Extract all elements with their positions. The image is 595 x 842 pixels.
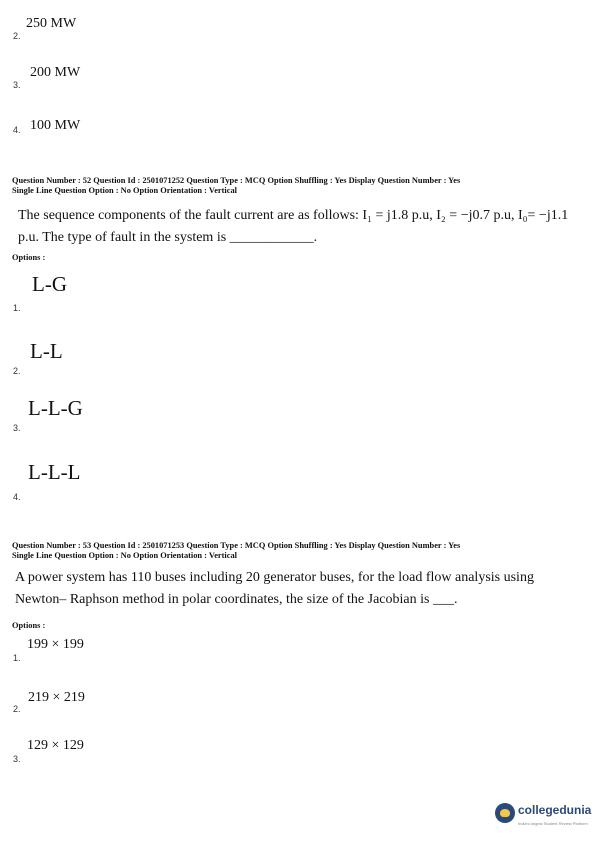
prev-option-3-number: 3. [13,80,21,90]
q52-option-3-text: L-L-G [28,396,83,420]
q53-option-3-text: 129 × 129 [27,738,84,753]
q53-options-label: Options : [12,621,46,630]
logo-name: collegedunia [518,803,592,817]
q53-meta-line2: Single Line Question Option : No Option Orientation : Vertical [12,551,237,560]
q53-option-2-text: 219 × 219 [28,690,85,705]
prev-option-4-number: 4. [13,125,21,135]
prev-option-3-text: 200 MW [30,65,81,80]
q53-option-1-text: 199 × 199 [27,637,84,652]
q52-option-1-number: 1. [13,303,21,313]
q53-question-text: A power system has 110 buses including 20 generator buses, for the load flow analysis using Newton– Raphson method in polar coordinates, the size of the Jacobian is ___. [15,570,534,607]
q53-option-3-number: 3. [13,754,21,764]
q53-option-1-number: 1. [13,653,21,663]
q52-option-4-text: L-L-L [28,460,81,484]
q53-option-2-number: 2. [13,704,21,714]
q52-meta-line1: Question Number : 52 Question Id : 2501071252 Question Type : MCQ Option Shuffling : Yes Display Question Number : Yes [12,176,461,185]
q52-option-4-number: 4. [13,492,21,502]
q52-question-text: The sequence components of the fault current are as follows: I₁ = j1.8 p.u, I₂ = −j0.7 p.u, I₀= −j1.1 p.u. The type of fault in the system is ____________. [18,208,569,245]
mascot-icon [495,803,515,823]
q52-option-3-number: 3. [13,423,21,433]
q52-option-2-number: 2. [13,366,21,376]
q52-options-label: Options : [12,253,46,262]
collegedunia-logo [495,799,590,835]
q52-meta-line2: Single Line Question Option : No Option Orientation : Vertical [12,186,237,195]
prev-option-2-number: 2. [13,31,21,41]
prev-option-4-text: 100 MW [30,118,81,133]
q52-option-2-text: L-L [30,339,63,363]
logo-tagline: India's largest Student Review Platform [518,821,588,826]
q53-meta-line1: Question Number : 53 Question Id : 2501071253 Question Type : MCQ Option Shuffling : Yes Display Question Number : Yes [12,541,461,550]
prev-option-2-text: 250 MW [26,16,77,31]
q52-option-1-text: L-G [32,272,67,296]
